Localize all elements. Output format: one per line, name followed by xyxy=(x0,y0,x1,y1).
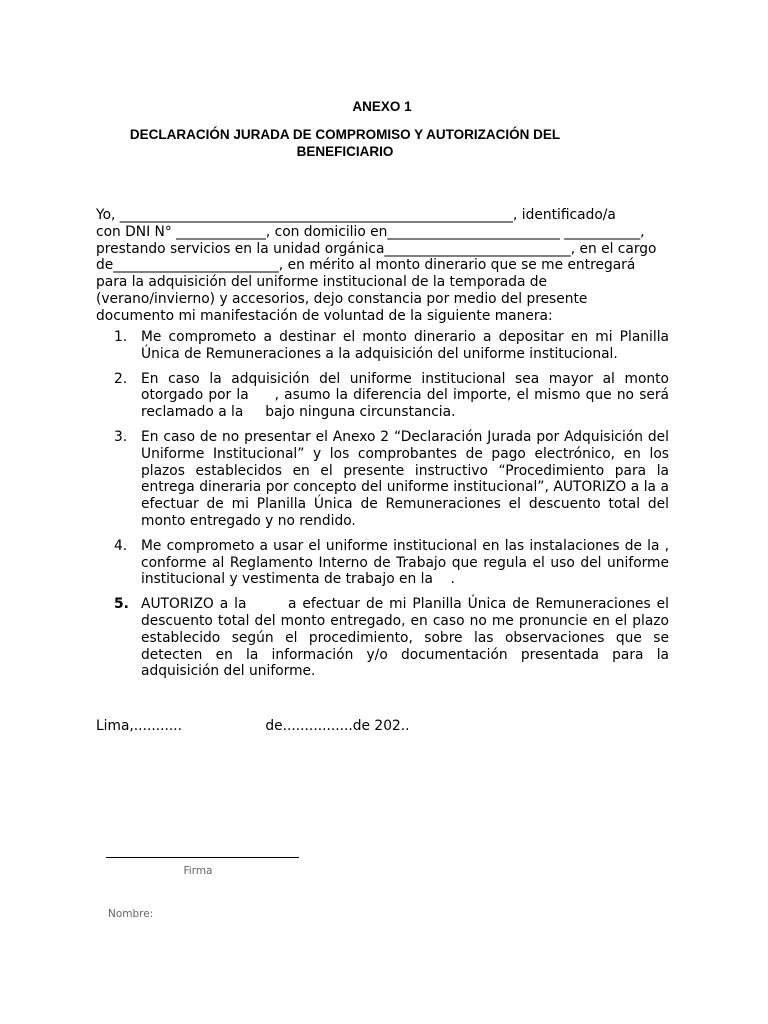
clause-text: En caso la adquisición del uniforme institucional sea mayor al monto otorgado por la , asumo la diferencia del importe, el mismo que no será reclamado a la bajo ninguna circunstancia. xyxy=(141,370,674,421)
annex-title: ANEXO 1 xyxy=(352,99,412,114)
clause-number: 2. xyxy=(114,370,128,387)
clause-number: 5. xyxy=(114,596,129,613)
clause-number: 4. xyxy=(114,537,128,554)
clause-item xyxy=(96,537,674,588)
clause-item xyxy=(96,329,669,363)
intro-line: (verano/invierno) y accesorios, dejo constancia por medio del presente xyxy=(96,290,588,307)
clause-list xyxy=(96,329,674,688)
intro-line: Yo, _________________________________________________________, identificado/a xyxy=(96,207,616,223)
clause-number: 1. xyxy=(114,329,128,345)
clause-text: AUTORIZO a la a efectuar de mi Planilla Única de Remuneraciones el descuento total del monto entregado, en caso no me pronuncie en el plazo establecido según el procedimiento, sobre las observaciones que se detecten en la información y/o documentación presentada para la adquisición del uniforme. xyxy=(141,596,674,680)
name-label: Nombre: xyxy=(108,908,154,920)
declaration-title: DECLARACIÓN JURADA DE COMPROMISO Y AUTORIZACIÓN DEL BENEFICIARIO xyxy=(129,127,561,159)
date-line: Lima,........... de................de 202.. xyxy=(96,718,410,734)
clause-text: En caso de no presentar el Anexo 2 “Declaración Jurada por Adquisición del Uniforme Institucional” y los comprobantes de pago electrónico, en los plazos establecidos en el presente instructivo “Procedimiento para la entrega dineraria por concepto del uniforme institucional”, AUTORIZO a la a efectuar de mi Planilla Única de Remuneraciones el descuento total del monto entregado y no rendido. xyxy=(141,428,669,529)
clause-number: 3. xyxy=(114,428,128,445)
intro-line: prestando servicios en la unidad orgánica___________________________, en el cargo xyxy=(96,240,657,257)
signature-line xyxy=(106,857,299,858)
clause-item xyxy=(96,596,674,680)
intro-line: con DNI N° _____________, con domicilio en_________________________ ___________, xyxy=(96,223,645,240)
clause-item xyxy=(96,370,674,421)
signature-label: Firma xyxy=(183,865,213,877)
clause-text: Me comprometo a usar el uniforme institucional en las instalaciones de la , conforme al Reglamento Interno de Trabajo que regula el uso del uniforme institucional y vestimenta de trabajo en la . xyxy=(141,537,674,588)
intro-line: de________________________, en mérito al monto dinerario que se me entregará xyxy=(96,257,636,274)
intro-line: documento mi manifestación de voluntad de la siguiente manera: xyxy=(96,307,553,324)
intro-paragraph xyxy=(96,207,669,325)
intro-line: para la adquisición del uniforme institucional de la temporada de xyxy=(96,274,548,291)
clause-item xyxy=(96,429,669,530)
clause-text: Me comprometo a destinar el monto dinerario a depositar en mi Planilla Única de Remuneraciones a la adquisición del uniforme institucional. xyxy=(141,329,669,362)
